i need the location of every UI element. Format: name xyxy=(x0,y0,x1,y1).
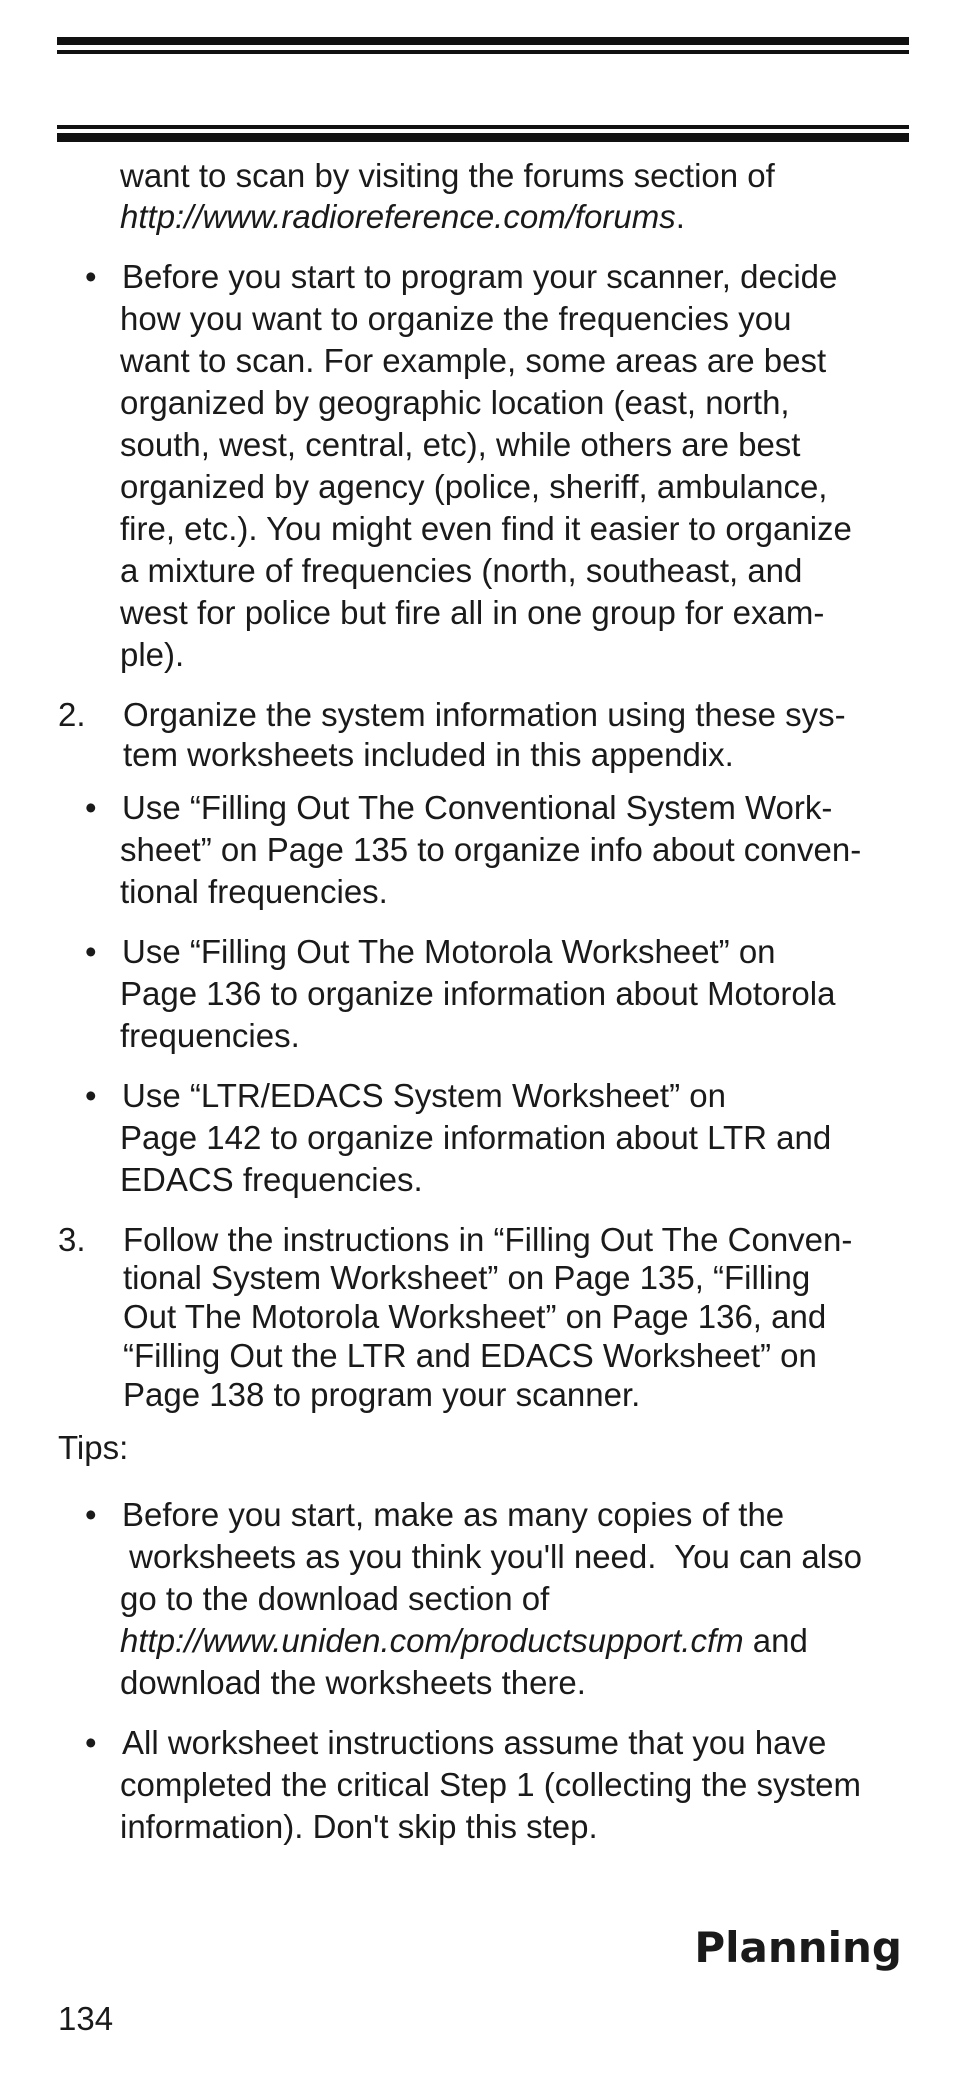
section-title: Planning xyxy=(694,1923,902,1972)
step-3-line: Follow the instructions in “Filling Out The Conven- xyxy=(123,1221,853,1258)
bullet-organize-line: ple). xyxy=(120,636,185,673)
bullet-organize-line: organized by geographic location (east, north, xyxy=(120,384,790,421)
header-rule-thick-bottom xyxy=(57,133,909,142)
bullet-organize-line: want to scan. For example, some areas are best xyxy=(120,342,827,379)
tips-heading: Tips: xyxy=(58,1429,129,1466)
step-3-line: tional System Worksheet” on Page 135, “Filling xyxy=(123,1259,811,1296)
tips-bullet-2-line: completed the critical Step 1 (collecting the system xyxy=(120,1766,862,1803)
intro-url-suffix: . xyxy=(675,198,685,235)
bullet-organize-marker: • xyxy=(85,258,97,295)
step-2-line: tem worksheets included in this appendix. xyxy=(123,736,734,773)
step-2-bullet-1-line: tional frequencies. xyxy=(120,873,388,910)
tips-bullet-1-line: Before you start, make as many copies of the xyxy=(122,1496,785,1533)
step-2-bullet-2-line: Page 136 to organize information about Motorola xyxy=(120,975,836,1012)
tips-bullet-2-line: information). Don't skip this step. xyxy=(120,1808,598,1845)
radioreference-link[interactable]: http://www.radioreference.com/forums xyxy=(120,198,676,235)
tips-url-suffix: and xyxy=(743,1622,808,1659)
step-2-bullet-2-line: Use “Filling Out The Motorola Worksheet” on xyxy=(122,933,776,970)
tips-bullet-1-line: go to the download section of xyxy=(120,1580,550,1617)
tips-bullet-1-line: worksheets as you think you'll need. You can also xyxy=(120,1538,862,1575)
intro-line-1: want to scan by visiting the forums section of xyxy=(120,157,775,194)
bullet-organize-line: fire, etc.). You might even find it easier to organize xyxy=(120,510,852,547)
step-2-bullet-1-line: Use “Filling Out The Conventional System Work- xyxy=(122,789,833,826)
step-3-number: 3. xyxy=(58,1221,86,1258)
uniden-support-link[interactable]: http://www.uniden.com/productsupport.cfm xyxy=(120,1622,744,1659)
tips-bullet-1-line: download the worksheets there. xyxy=(120,1664,586,1701)
bullet-organize-line: organized by agency (police, sheriff, ambulance, xyxy=(120,468,828,505)
bullet-organize-line: a mixture of frequencies (north, southeast, and xyxy=(120,552,803,589)
bullet-organize-line: south, west, central, etc), while others are best xyxy=(120,426,801,463)
tips-bullet-2-line: All worksheet instructions assume that you have xyxy=(122,1724,827,1761)
header-rule-thin-bottom xyxy=(57,125,909,129)
tips-bullet-2-marker: • xyxy=(85,1724,97,1761)
step-2-bullet-3-line: EDACS frequencies. xyxy=(120,1161,423,1198)
intro-line-2 xyxy=(120,196,685,238)
step-2-number: 2. xyxy=(58,696,86,733)
tips-bullet-1-line xyxy=(120,1620,808,1662)
step-2-bullet-1-line: sheet” on Page 135 to organize info about conven- xyxy=(120,831,862,868)
step-3-line: Out The Motorola Worksheet” on Page 136, and xyxy=(123,1298,827,1335)
step-3-line: “Filling Out the LTR and EDACS Worksheet” on xyxy=(123,1337,817,1374)
step-2-bullet-1-marker: • xyxy=(85,789,97,826)
step-2-line: Organize the system information using these sys- xyxy=(123,696,846,733)
tips-bullet-1-marker: • xyxy=(85,1496,97,1533)
step-2-bullet-3-line: Page 142 to organize information about LTR and xyxy=(120,1119,832,1156)
step-2-bullet-3-line: Use “LTR/EDACS System Worksheet” on xyxy=(122,1077,726,1114)
page-number: 134 xyxy=(58,2000,114,2037)
header-rule-thin-top xyxy=(57,50,909,54)
step-2-bullet-2-marker: • xyxy=(85,933,97,970)
header-rule-thick-top xyxy=(57,37,909,45)
bullet-organize-line: how you want to organize the frequencies you xyxy=(120,300,792,337)
bullet-organize-line: west for police but fire all in one group for exam- xyxy=(120,594,825,631)
step-3-line: Page 138 to program your scanner. xyxy=(123,1376,641,1413)
bullet-organize-line: Before you start to program your scanner, decide xyxy=(122,258,838,295)
step-2-bullet-2-line: frequencies. xyxy=(120,1017,300,1054)
step-2-bullet-3-marker: • xyxy=(85,1077,97,1114)
